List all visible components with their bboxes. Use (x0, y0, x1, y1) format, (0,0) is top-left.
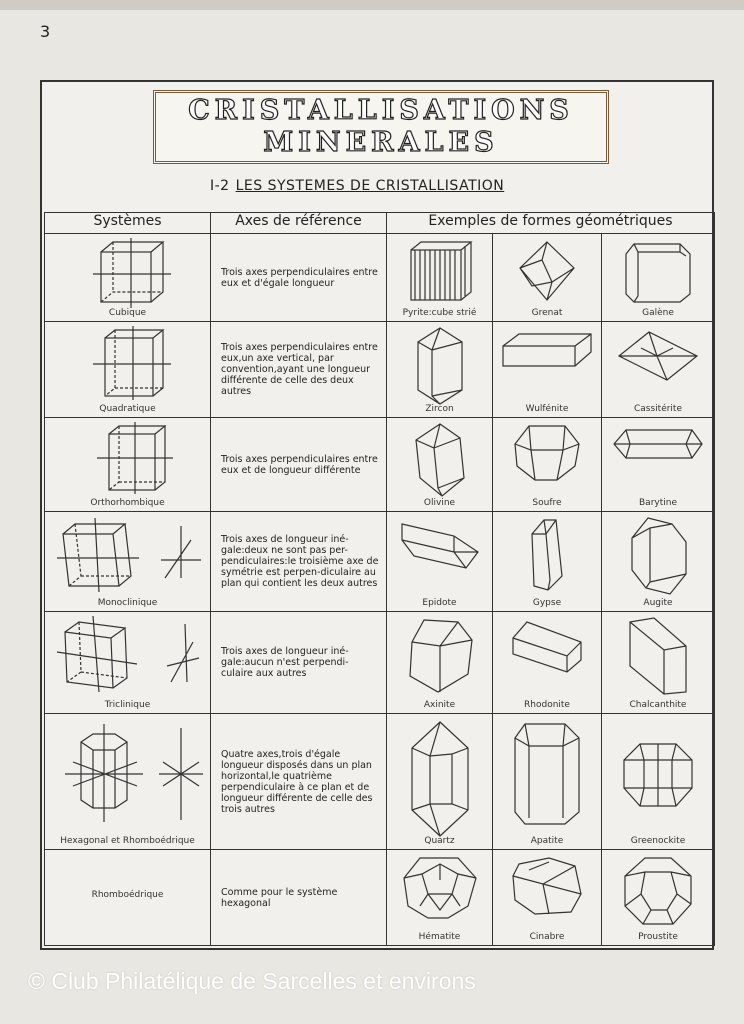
soufre-drawing (511, 422, 583, 484)
example-name: Augite (643, 598, 673, 608)
system-name: Hexagonal et Rhomboédrique (60, 836, 195, 846)
system-cell (45, 234, 211, 322)
axes-description: Trois axes de longueur iné-gale:aucun n'est perpendi-culaire aux autres (211, 612, 387, 714)
example-cell (493, 714, 602, 850)
title-line-1: CRISTALLISATIONS (188, 95, 574, 126)
example-name: Quartz (424, 836, 455, 846)
page-edge (0, 0, 744, 10)
augite-drawing (626, 516, 690, 596)
table-row (45, 512, 715, 612)
example-name: Galène (642, 308, 674, 318)
section-number: I-2 (210, 178, 230, 194)
chalcanthite-drawing (624, 616, 692, 696)
example-name: Barytine (639, 498, 677, 508)
system-cell (45, 418, 211, 512)
apatite-drawing (509, 722, 585, 826)
axes-description: Trois axes perpendiculaires entre eux et de longueur différente (211, 418, 387, 512)
rhodonite-drawing (509, 616, 585, 676)
example-cell (387, 512, 493, 612)
example-name: Hématite (418, 932, 461, 942)
header-examples: Exemples de formes géométriques (387, 213, 715, 234)
cubic-axes-drawing (73, 238, 183, 310)
cassiterite-drawing (615, 326, 701, 386)
example-cell (602, 418, 715, 512)
cinabre-drawing (509, 854, 585, 918)
example-name: Pyrite:cube strié (402, 308, 477, 318)
tetragonal-axes-drawing (73, 326, 183, 402)
example-name: Gypse (532, 598, 562, 608)
greenockite-drawing (620, 740, 696, 810)
example-cell (602, 512, 715, 612)
barytine-drawing (610, 422, 706, 466)
pyrite-drawing (405, 238, 475, 304)
proustite-drawing (621, 854, 695, 928)
example-name: Axinite (423, 700, 456, 710)
hematite-drawing (400, 854, 480, 920)
example-cell (387, 234, 493, 322)
quartz-drawing (404, 720, 476, 838)
system-name: Cubique (108, 308, 147, 318)
galene-drawing (620, 238, 696, 304)
example-cell (387, 714, 493, 850)
example-name: Proustite (638, 932, 678, 942)
system-cell (45, 714, 211, 850)
epidote-drawing (398, 516, 482, 576)
axes-description: Trois axes de longueur iné-gale:deux ne sont pas per-pendiculaires:le troisième axe de symétrie est perpen-diculaire au plan qui contient les deux autres (211, 512, 387, 612)
example-cell (387, 418, 493, 512)
example-cell (602, 612, 715, 714)
olivine-drawing (410, 422, 470, 498)
axes-description: Quatre axes,trois d'égale longueur disposés dans un plan horizontal,le quatrième perpendiculaire à ce plan et de longueur différente de celle des trois autres (211, 714, 387, 850)
table-row (45, 418, 715, 512)
table-row (45, 322, 715, 418)
table-row (45, 234, 715, 322)
title-line-2: MINERALES (263, 127, 499, 158)
system-cell (45, 612, 211, 714)
example-cell (602, 234, 715, 322)
example-cell (493, 850, 602, 946)
example-name: Greenockite (630, 836, 686, 846)
example-cell (493, 512, 602, 612)
system-cell (45, 512, 211, 612)
hexagonal-axes-drawing (53, 724, 203, 824)
triclinic-axes-drawing (53, 616, 203, 692)
section-subtitle (210, 178, 504, 194)
system-name: Quadratique (99, 404, 156, 414)
example-cell (387, 612, 493, 714)
gypse-drawing (522, 516, 572, 592)
wulfenite-drawing (499, 326, 595, 376)
axes-description: Trois axes perpendiculaires entre eux,un axe vertical, par convention,ayant une longueur différente de celle des deux autres (211, 322, 387, 418)
title-box (153, 90, 609, 164)
table-row (45, 612, 715, 714)
example-name: Rhodonite (524, 700, 570, 710)
example-name: Cinabre (529, 932, 565, 942)
system-cell (45, 322, 211, 418)
example-cell (493, 418, 602, 512)
example-name: Wulfénite (525, 404, 569, 414)
example-cell (493, 234, 602, 322)
system-name: Triclinique (104, 700, 151, 710)
example-cell (387, 850, 493, 946)
copyright-watermark: © Club Philatélique de Sarcelles et environs (28, 968, 476, 994)
page-number: 3 (40, 22, 51, 41)
system-name: Rhomboédrique (91, 890, 164, 900)
monoclinic-axes-drawing (53, 516, 203, 592)
crystal-systems-table (44, 212, 715, 946)
example-cell (493, 322, 602, 418)
header-systems: Systèmes (45, 213, 211, 234)
example-cell (387, 322, 493, 418)
example-name: Epidote (422, 598, 457, 608)
zircon-drawing (410, 326, 470, 406)
example-name: Zircon (425, 404, 454, 414)
example-cell (493, 612, 602, 714)
example-cell (602, 322, 715, 418)
example-name: Soufre (532, 498, 562, 508)
example-name: Grenat (531, 308, 563, 318)
header-axes: Axes de référence (211, 213, 387, 234)
system-name: Monoclinique (97, 598, 158, 608)
axinite-drawing (404, 616, 476, 696)
example-name: Apatite (530, 836, 564, 846)
example-name: Cassitérite (633, 404, 682, 414)
table-row (45, 850, 715, 946)
system-name: Orthorhombique (90, 498, 165, 508)
table-row (45, 714, 715, 850)
orthorhombic-axes-drawing (73, 422, 183, 494)
section-title: LES SYSTEMES DE CRISTALLISATION (235, 178, 505, 194)
table-header-row (45, 213, 715, 234)
axes-description: Comme pour le système hexagonal (211, 850, 387, 946)
example-cell (602, 850, 715, 946)
example-name: Chalcanthite (629, 700, 687, 710)
example-cell (602, 714, 715, 850)
example-name: Olivine (423, 498, 456, 508)
grenat-drawing (512, 238, 582, 304)
axes-description: Trois axes perpendiculaires entre eux et d'égale longueur (211, 234, 387, 322)
system-cell (45, 850, 211, 946)
